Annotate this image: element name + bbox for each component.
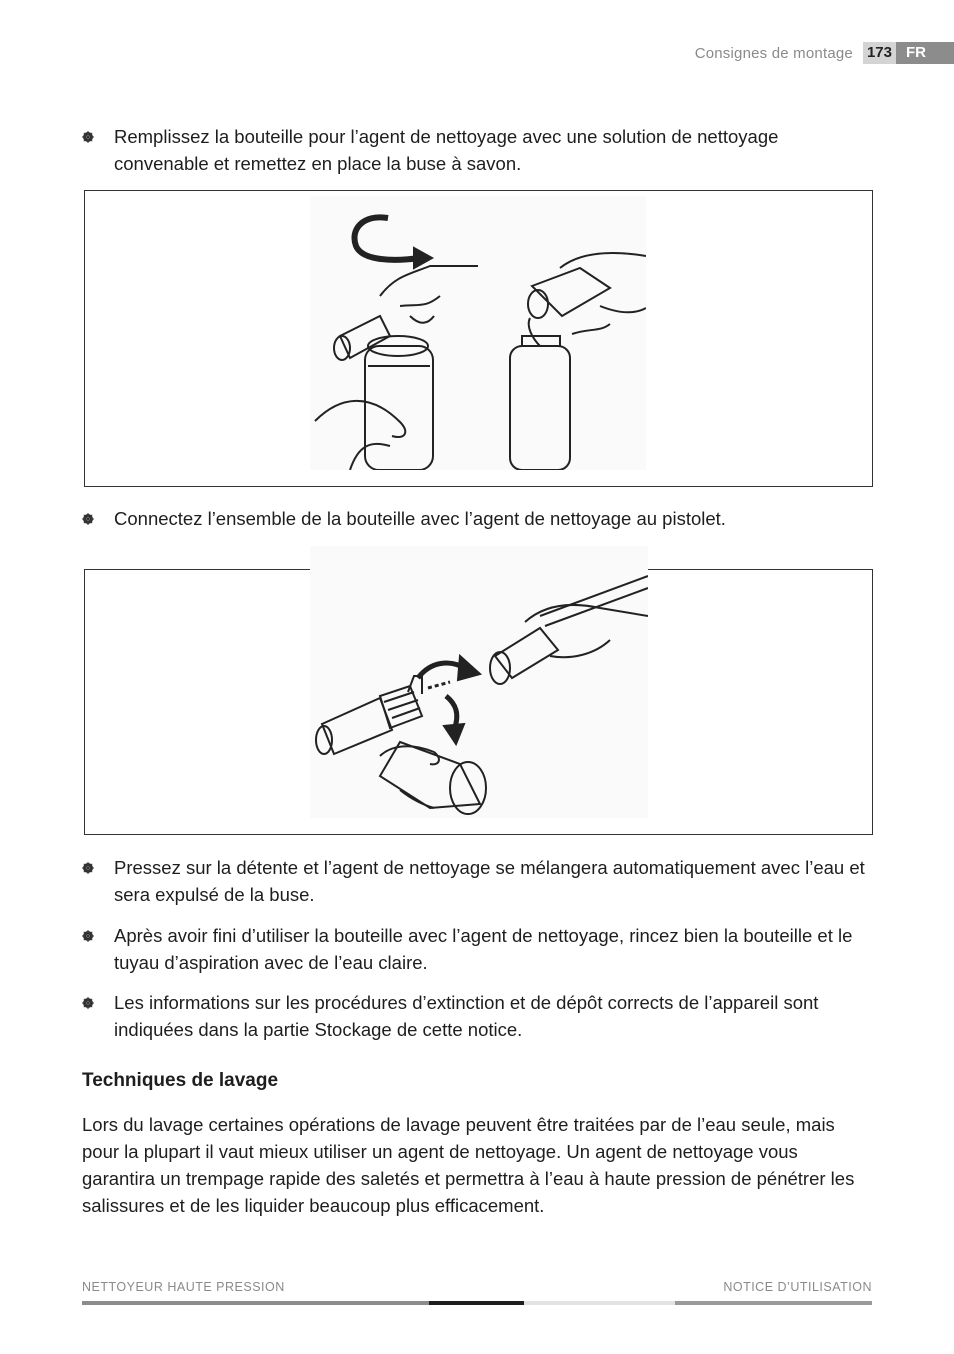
bullet-icon <box>82 131 94 143</box>
body-paragraph: Lors du lavage certaines opérations de lavage peuvent être traitées par de l’eau seule, mais pour la plupart il vaut mieux utiliser un agent de nettoyage. Un agent de nettoyage vous garantira un trempage rapide des saletés et permettra à l’eau à haute pression de pénétrer les salissures et de les liquider beaucoup plus efficacement. <box>82 1114 855 1216</box>
language-tab: FR <box>896 42 954 64</box>
bullet-icon <box>82 930 94 942</box>
bullet-item <box>82 854 872 908</box>
footer-bar-segment <box>675 1301 872 1305</box>
bullet-item <box>82 922 872 976</box>
bottle-fill-illustration <box>310 196 646 470</box>
bullet-icon <box>82 997 94 1009</box>
bullet-text: Les informations sur les procédures d’extinction et de dépôt corrects de l’appareil sont indiquées dans la partie Stockage de cette notice. <box>114 992 819 1040</box>
bullet-icon <box>82 513 94 525</box>
footer-bar-segment <box>82 1301 429 1305</box>
bullet-item <box>82 505 872 532</box>
page-header <box>695 42 954 64</box>
footer-bar-segment <box>524 1301 675 1305</box>
bullet-item <box>82 123 872 177</box>
gun-connection-illustration <box>310 546 648 818</box>
bullet-icon <box>82 862 94 874</box>
page-number: 173 <box>863 42 896 64</box>
bullet-item <box>82 989 872 1043</box>
header-section-title: Consignes de montage <box>694 44 853 62</box>
bullet-text: Connectez l’ensemble de la bouteille avec l’agent de nettoyage au pistolet. <box>114 508 726 529</box>
footer-bar-segment <box>429 1301 524 1305</box>
bullet-text: Remplissez la bouteille pour l’agent de nettoyage avec une solution de nettoyage convenable et remettez en place la buse à savon. <box>114 126 779 174</box>
footer-manual-title: NOTICE D’UTILISATION <box>723 1280 872 1294</box>
section-heading: Techniques de lavage <box>82 1070 279 1091</box>
footer-product-name: NETTOYEUR HAUTE PRESSION <box>82 1280 285 1294</box>
bullet-text: Après avoir fini d’utiliser la bouteille avec l’agent de nettoyage, rincez bien la bouteille et le tuyau d’aspiration avec de l’eau claire. <box>114 925 853 973</box>
bullet-text: Pressez sur la détente et l’agent de nettoyage se mélangera automatiquement avec l’eau et sera expulsé de la buse. <box>114 857 865 905</box>
